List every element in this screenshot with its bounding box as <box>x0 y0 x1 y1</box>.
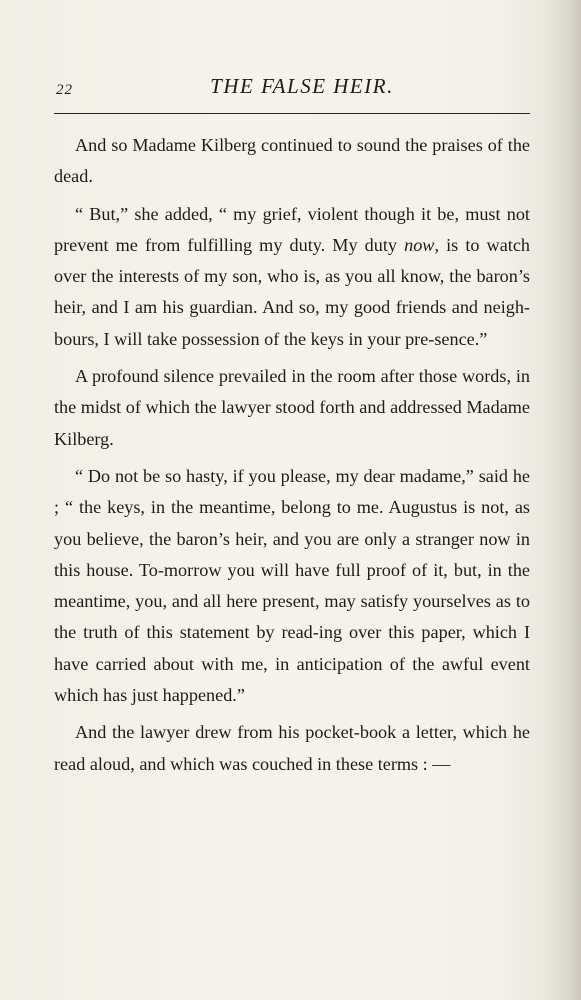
paragraph: “ Do not be so hasty, if you please, my dear madame,” said he ; “ the keys, in the meantime, belong to me. Augustus is not, as you believe, the baron’s heir, and you are only a stranger now in this house. To-morrow you will have full proof of it, but, in the meantime, you, and all here present, may satisfy yourselves as to the truth of this statement by read-ing over this paper, which I have carried about with me, in anticipation of the awful event which has just happened.” <box>54 465 530 706</box>
paragraph: And so Madame Kilberg continued to sound the praises of the dead. <box>54 135 530 187</box>
paragraph-text: “ But,” she added, “ my grief, violent though it be, must not prevent me from fulfilling my duty. My duty <box>54 203 530 255</box>
body-text <box>54 130 530 786</box>
paragraph: And the lawyer drew from his pocket-book a letter, which he read aloud, and which was couched in these terms : — <box>54 722 530 774</box>
emphasized-word: now <box>404 234 435 255</box>
page-edge-shadow <box>543 0 581 1000</box>
header-rule <box>54 113 530 114</box>
paragraph <box>54 199 530 355</box>
running-title: THE FALSE HEIR. <box>210 74 394 98</box>
page-number: 22 <box>56 82 73 98</box>
paragraph-text: , is to watch over the interests of my son, who is, as you all know, the baron’s heir, and I am his guardian. And so, my good friends and neigh-bours, I will take possession of the keys in your pre-sence.” <box>54 234 530 349</box>
paragraph: A profound silence prevailed in the room after those words, in the midst of which the lawyer stood forth and addressed Madame Kilberg. <box>54 366 530 449</box>
page-header <box>56 74 532 106</box>
